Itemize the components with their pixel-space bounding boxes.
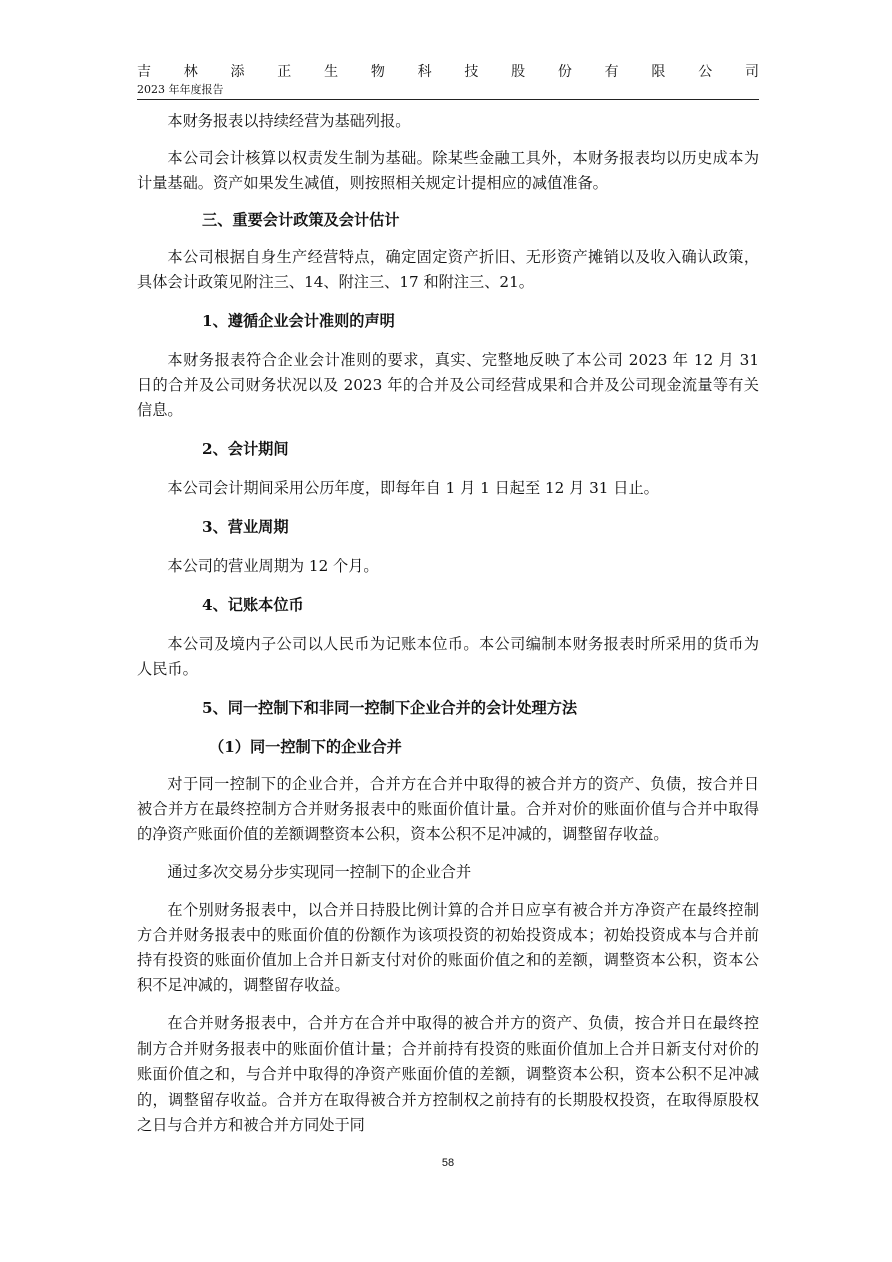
company-char: 限: [651, 64, 666, 80]
section-heading: 5、同一控制下和非同一控制下企业合并的会计处理方法: [202, 699, 578, 717]
company-char: 科: [417, 64, 432, 80]
section-heading: 1、遵循企业会计准则的声明: [202, 312, 395, 330]
page-header: [137, 63, 759, 97]
company-char: 份: [557, 64, 572, 80]
report-title: 2023 年年度报告: [137, 83, 224, 96]
paragraph: 本公司及境内子公司以人民币为记账本位币。本公司编制本财务报表时所采用的货币为人民币。: [137, 635, 759, 678]
section-heading: 4、记账本位币: [202, 596, 304, 614]
paragraph: 通过多次交易分步实现同一控制下的企业合并: [167, 863, 472, 881]
paragraph: 在合并财务报表中，合并方在合并中取得的被合并方的资产、负债，按合并日在最终控制方合并财务报表中的账面价值计量；合并前持有投资的账面价值加上合并日新支付对价的账面价值之和，与合并中取得的净资产账面价值的差额，调整资本公积，资本公积不足冲减的，调整留存收益。合并方在取得被合并方控制权之前持有的长期股权投资，在取得原股权之日与合并方和被合并方同处于同: [137, 1014, 759, 1134]
paragraph: 本公司的营业周期为 12 个月。: [167, 557, 379, 575]
paragraph: 本财务报表以持续经营为基础列报。: [167, 112, 411, 130]
paragraph: 本财务报表符合企业会计准则的要求，真实、完整地反映了本公司 2023 年 12 月 31 日的合并及公司财务状况以及 2023 年的合并及公司经营成果和合并及公司现金流量等有关信息。: [137, 351, 759, 419]
header-divider: [137, 99, 759, 100]
document-body: [137, 106, 759, 1139]
page-number: 58: [441, 1157, 455, 1169]
paragraph: 本公司会计核算以权责发生制为基础。除某些金融工具外，本财务报表均以历史成本为计量基础。资产如果发生减值，则按照相关规定计提相应的减值准备。: [137, 149, 759, 192]
section-heading: 2、会计期间: [202, 440, 289, 458]
company-char: 吉: [137, 64, 151, 80]
section-heading: 3、营业周期: [202, 518, 289, 536]
company-char: 生: [324, 64, 339, 80]
paragraph: 本公司根据自身生产经营特点，确定固定资产折旧、无形资产摊销以及收入确认政策，具体会计政策见附注三、14、附注三、17 和附注三、21。: [137, 248, 759, 291]
company-char: 公: [698, 64, 713, 80]
paragraph: 对于同一控制下的企业合并，合并方在合并中取得的被合并方的资产、负债，按合并日被合并方在最终控制方合并财务报表中的账面价值计量。合并对价的账面价值与合并中取得的净资产账面价值的差额调整资本公积，资本公积不足冲减的，调整留存收益。: [137, 775, 759, 843]
company-char: 正: [277, 64, 292, 80]
company-char: 有: [604, 64, 619, 80]
paragraph: 在个别财务报表中，以合并日持股比例计算的合并日应享有被合并方净资产在最终控制方合并财务报表中的账面价值的份额作为该项投资的初始投资成本；初始投资成本与合并前持有投资的账面价值加上合并日新支付对价的账面价值之和的差额，调整资本公积，资本公积不足冲减的，调整留存收益。: [137, 901, 759, 994]
section-heading: 三、重要会计政策及会计估计: [202, 211, 400, 229]
subsection-heading: （1）同一控制下的企业合并: [209, 738, 402, 756]
paragraph: 本公司会计期间采用公历年度，即每年自 1 月 1 日起至 12 月 31 日止。: [167, 479, 659, 497]
company-char: 物: [370, 64, 385, 80]
company-char: 股: [511, 64, 526, 80]
company-char: 司: [744, 64, 759, 80]
company-char: 技: [464, 64, 479, 80]
company-name: [137, 63, 759, 81]
company-char: 添: [230, 64, 245, 80]
company-char: 林: [183, 64, 198, 80]
